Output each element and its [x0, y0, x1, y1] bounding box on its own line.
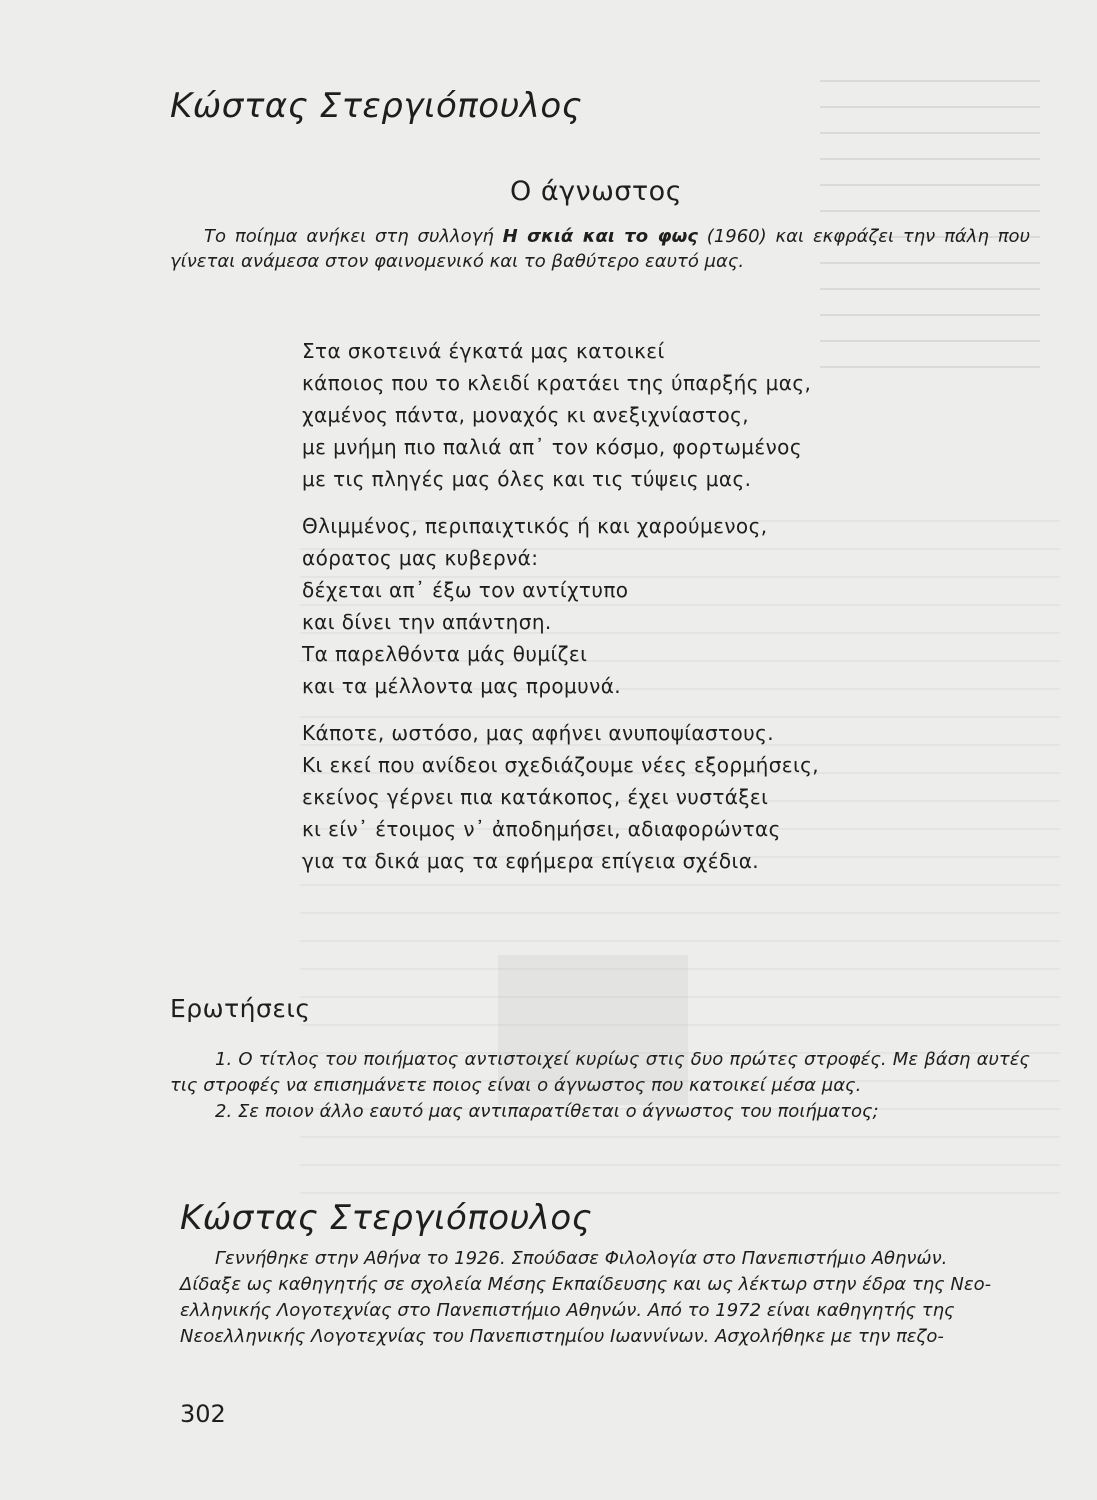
- poem-line: Κάποτε, ωστόσο, μας αφήνει ανυποψίαστους.: [302, 721, 775, 745]
- poem-line: αόρατος μας κυβερνά:: [302, 546, 539, 570]
- questions-heading: Ερωτήσεις: [170, 994, 311, 1023]
- intro-text-before: Το ποίημα ανήκει στη συλλογή: [204, 226, 503, 247]
- poem-line: Στα σκοτεινά έγκατά μας κατοικεί: [302, 339, 665, 363]
- poem-line: Θλιμμένος, περιπαιχτικός ή και χαρούμενος,: [302, 514, 768, 538]
- poem-line: με τις πληγές μας όλες και τις τύψεις μας.: [302, 467, 752, 491]
- author-bio: Γεννήθηκε στην Αθήνα το 1926. Σπούδασε Φιλολογία στο Πανεπιστήμιο Αθηνών. Δίδαξε ως καθηγητής σε σχολεία Μέσης Εκπαίδευσης και ως λέκτωρ στην έδρα της Νεο- ελληνικής Λογοτεχνίας στο Πανεπιστήμιο Αθηνών. Από το 1972 είναι καθηγητής της Νεοελληνικής Λογοτεχνίας του Πανεπιστημίου Ιωαννίνων. Ασχολήθηκε με την πεζο-: [180, 1248, 992, 1347]
- poem-intro: [170, 224, 1030, 274]
- question-item: 2. Σε ποιον άλλο εαυτό μας αντιπαρατίθεται ο άγνωστος του ποιήματος;: [215, 1101, 879, 1122]
- poem-line: κάποιος που το κλειδί κρατάει της ύπαρξής μας,: [302, 371, 812, 395]
- question-item: 1. Ο τίτλος του ποιήματος αντιστοιχεί κυρίως στις δυο πρώτες στροφές. Με βάση αυτές τις στροφές να επισημάνετε ποιος είναι ο άγνωστος που κατοικεί μέσα μας.: [170, 1049, 1030, 1096]
- collection-title: Η σκιά και το φως: [502, 226, 698, 247]
- page-number: 302: [180, 1400, 226, 1428]
- poem-line: και δίνει την απάντηση.: [302, 610, 552, 634]
- stanza-2: [302, 510, 942, 702]
- poem-line: με μνήμη πιο παλιά απ᾽ τον κόσμο, φορτωμένος: [302, 435, 802, 459]
- poem-line: εκείνος γέρνει πια κατάκοπος, έχει νυστάξει: [302, 785, 769, 809]
- poem-line: και τα μέλλοντα μας προμυνά.: [302, 674, 622, 698]
- poem-line: για τα δικά μας τα εφήμερα επίγεια σχέδια.: [302, 849, 760, 873]
- poem-line: χαμένος πάντα, μοναχός κι ανεξιχνίαστος,: [302, 403, 750, 427]
- poem-line: Κι εκεί που ανίδεοι σχεδιάζουμε νέες εξορμήσεις,: [302, 753, 820, 777]
- intro-text-after: (1960) και εκφράζει την πάλη που γίνεται ανάμεσα στον φαινομενικό και το βαθύτερο εαυτό μας.: [170, 226, 1030, 272]
- poem-line: δέχεται απ᾽ έξω τον αντίχτυπο: [302, 578, 629, 602]
- poem-line: κι είν᾽ έτοιμος ν᾽ ἀποδημήσει, αδιαφορώντας: [302, 817, 781, 841]
- poem-body: [302, 335, 942, 892]
- bio-heading: Κώστας Στεργιόπουλος: [180, 1198, 593, 1238]
- poem-title: Ο άγνωστος: [510, 176, 683, 207]
- author-heading: Κώστας Στεργιόπουλος: [170, 86, 583, 126]
- poem-line: Τα παρελθόντα μάς θυμίζει: [302, 642, 588, 666]
- questions-list: [170, 1047, 1030, 1125]
- stanza-3: [302, 717, 942, 877]
- stanza-1: [302, 335, 942, 495]
